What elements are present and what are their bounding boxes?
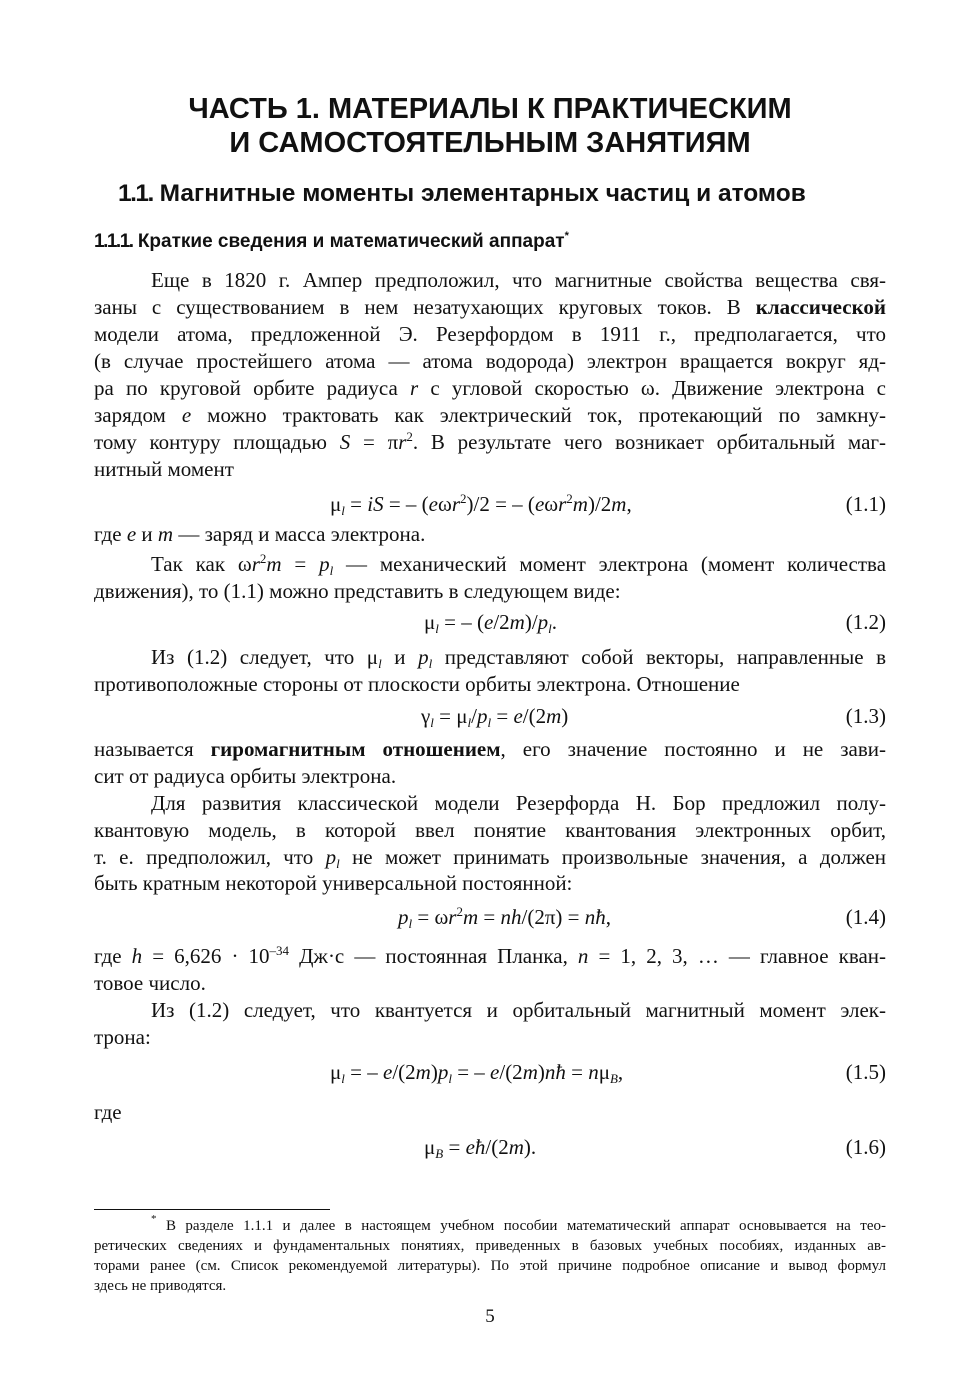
text-line: где [94,1100,122,1124]
equation-number: (1.2) [845,610,886,634]
footnote-line: * В разделе 1.1.1 и далее в настоящем учебном пособии математический аппарат основывается на тео- [151,1213,887,1234]
text-line: Для развития классической модели Резерфорда Н. Бор предложил полу- [151,791,886,815]
footnote-line: торами ранее (см. Список рекомендуемой литературы). По этой причине подробное описание и вывод формул [94,1258,886,1274]
text-line: Из (1.2) следует, что квантуется и орбитальный магнитный момент элек- [151,998,886,1022]
bold-term: гиромагнитным отношением [210,737,501,761]
equation-number: (1.1) [845,492,886,516]
equation-1-1: $\mu_l$ = iS = – (eωr$^2$)/2 = – (eωr$^2$m)/2m, [330,491,632,518]
text-line: т. е. предположил, что $p_l$ не может принимать произвольные значения, а должен [94,845,887,871]
footnote-separator [94,1209,330,1210]
equation-1-3: $\gamma_l = \mu_l/p_l = e/(2m)$ [421,704,569,730]
equation-number: (1.4) [845,905,886,929]
subsection-heading [94,231,569,253]
text-line: движения), то (1.1) можно представить в следующем виде: [94,579,621,603]
equation-1-5: $\mu_l$ = – $e/(2m)p_l$ = – e/(2m)nħ = $n\mu_B$, [330,1060,624,1086]
text-line: где $h = 6,626 \cdot 10^{-34}$ Дж·с — постоянная Планка, n = 1, 2, 3, … — главное кван- [94,943,887,968]
footnote-mark: * [564,230,569,242]
equation-number: (1.6) [845,1135,886,1159]
text-line: квантовую модель, в которой ввел понятие квантования электронных орбит, [94,818,886,842]
part-title [94,92,886,160]
page-number: 5 [485,1306,495,1327]
text-line: модели атома, предложенной Э. Резерфордом в 1911 г., предполагается, что [94,322,886,346]
equation-number: (1.5) [845,1060,886,1084]
text-line: противоположные стороны от плоскости орбиты электрона. Отношение [94,672,740,696]
text-line: тому контуру площадью $S = \pi r^2$. В результате чего возникает орбитальный маг- [94,429,887,454]
text-line: называется гиромагнитным отношением, его значение постоянно и не зави- [94,737,886,761]
text-line: (в случае простейшего атома — атома водорода) электрон вращается вокруг яд- [94,349,886,373]
equation-1-6: $\mu_B$ = eħ/(2m). [424,1135,537,1161]
text-line: Из (1.2) следует, что $\mu_l$ и $p_l$ представляют собой векторы, направленные в [151,645,887,671]
text-line: быть кратным некоторой универсальной постоянной: [94,871,573,895]
text-line: Так как $\omega r^2m = p_l$ — механический момент электрона (момент количества [151,551,887,578]
part-title-line-1: ЧАСТЬ 1. МАТЕРИАЛЫ К ПРАКТИЧЕСКИМ [188,93,792,125]
subsection-number: 1.1.1. [94,231,133,252]
section-number: 1.1. [118,180,153,207]
text-line: нитный момент [94,457,234,481]
footnote-line: ретических сведениях и фундаментальных понятиях, приведенных в базовых учебных пособиях, изданных ав- [94,1238,886,1254]
text-line: зарядом e можно трактовать как электрический ток, протекающий по замкну- [94,403,887,427]
text-line: ра по круговой орбите радиуса r с угловой скоростью ω. Движение электрона с [94,376,887,400]
footnote-line: здесь не приводятся. [94,1278,227,1294]
equation-1-4: $p_l = \omega r^2m = nh/(2\pi)$ = nħ, [398,904,612,931]
text-line: товое число. [94,971,206,995]
subsection-title: Краткие сведения и математический аппарат [132,231,565,252]
equation-number: (1.3) [845,704,886,728]
text-line: трона: [94,1025,151,1049]
equation-1-2: $\mu_l$ = – $(e/2m)/p_l$. [424,610,558,636]
section-heading [118,180,806,208]
text-line: Еще в 1820 г. Ампер предположил, что магнитные свойства вещества свя- [151,268,886,292]
text-line: сит от радиуса орбиты электрона. [94,764,397,788]
section-title: Магнитные моменты элементарных частиц и атомов [152,180,806,207]
text-line: заны с существованием в нем незатухающих круговых токов. В классической [94,295,887,319]
text-line: где e и m — заряд и масса электрона. [94,522,426,546]
bold-term: классической [755,295,887,319]
part-title-line-2: И САМОСТОЯТЕЛЬНЫМ ЗАНЯТИЯМ [229,127,751,159]
